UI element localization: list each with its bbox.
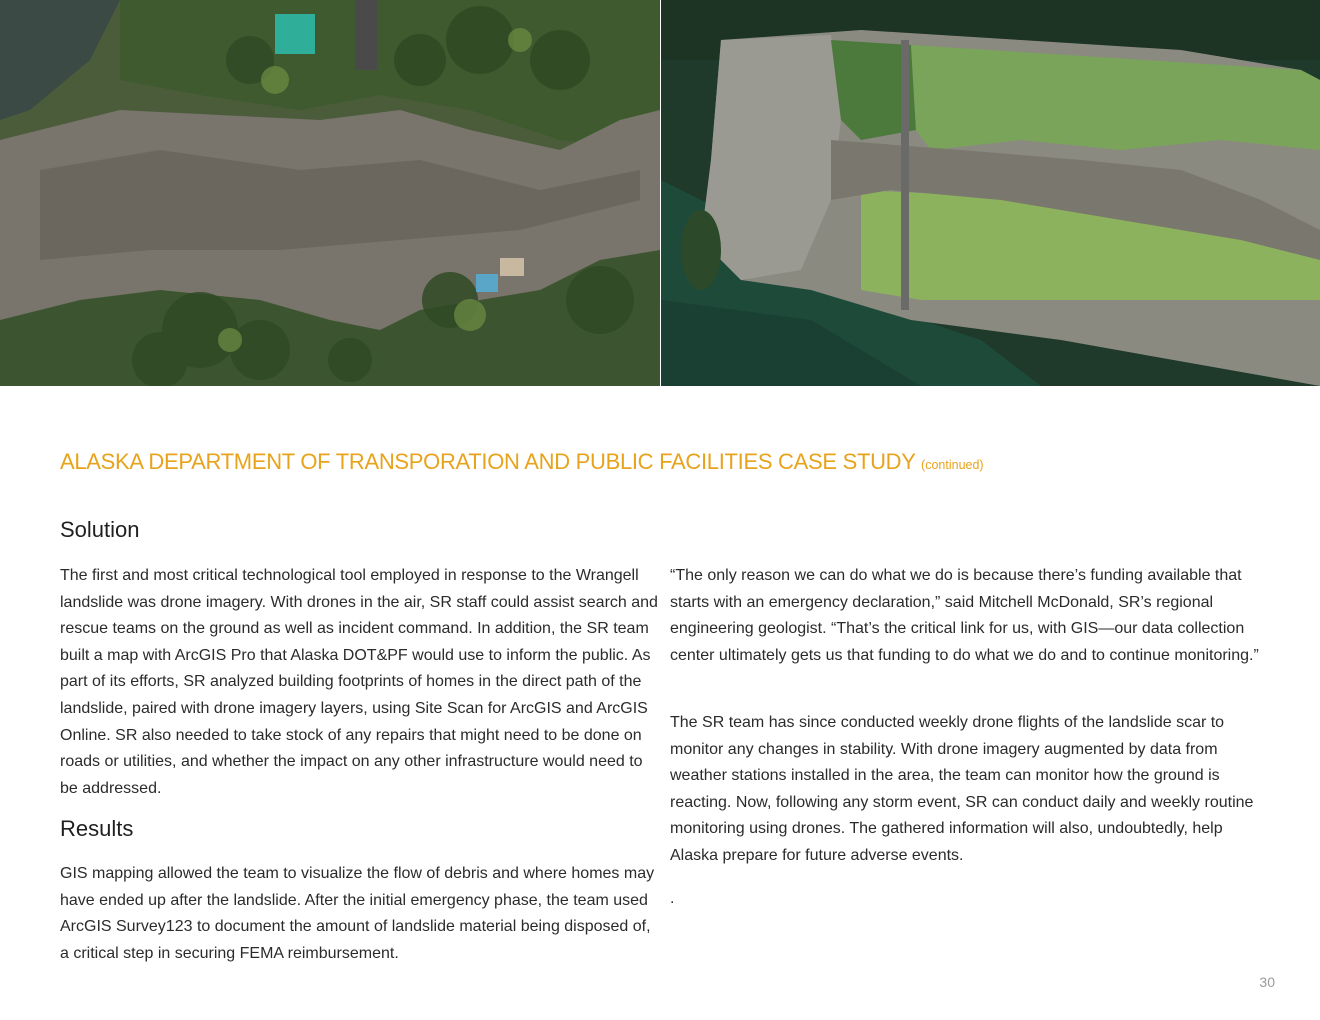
case-study-heading: [60, 449, 984, 475]
quote-paragraph: “The only reason we can do what we do is because there’s funding available that starts with an emergency declaration,” said Mitchell McDonald, SR’s regional engineering geologist. “That’s the critical link for us, with GIS—our data collection center ultimately gets us that funding to do what we do and to continue monitoring.”: [670, 567, 1259, 664]
page-number: 30: [1259, 974, 1275, 990]
case-study-title: ALASKA DEPARTMENT OF TRANSPORATION AND PUBLIC FACILITIES CASE STUDY: [60, 449, 916, 474]
results-section-title: Results: [60, 816, 134, 841]
continued-label: (continued): [921, 458, 984, 472]
aerial-photo-landslide-orthomosaic: [661, 0, 1320, 386]
solution-section-title: Solution: [60, 517, 140, 542]
monitoring-paragraph: The SR team has since conducted weekly drone flights of the landslide scar to monitor any changes in stability. With drone imagery augmented by data from weather stations installed in the area, the team can monitor how the ground is reacting. Now, following any storm event, SR can conduct daily and weekly routine monitoring using drones. The gathered information will also, undoubtedly, help Alaska prepare for future adverse events.: [670, 714, 1254, 864]
aerial-photo-landslide-closeup: [0, 0, 660, 386]
solution-paragraph: The first and most critical technological tool employed in response to the Wrangell landslide was drone imagery. With drones in the air, SR staff could assist search and rescue teams on the ground as well as incident command. In addition, the SR team built a map with ArcGIS Pro that Alaska DOT&PF would use to inform the public. As part of its efforts, SR analyzed building footprints of homes in the direct path of the landslide, paired with drone imagery layers, using Site Scan for ArcGIS and ArcGIS Online. SR also needed to take stock of any repairs that might need to be done on roads or utilities, and whether the impact on any other infrastructure would need to be addressed.: [60, 567, 658, 797]
trailing-period: .: [670, 890, 675, 907]
results-paragraph: GIS mapping allowed the team to visualize the flow of debris and where homes may have ended up after the landslide. After the initial emergency phase, the team used ArcGIS Survey123 to document the amount of landslide material being disposed of, a critical step in securing FEMA reimbursement.: [60, 865, 655, 962]
